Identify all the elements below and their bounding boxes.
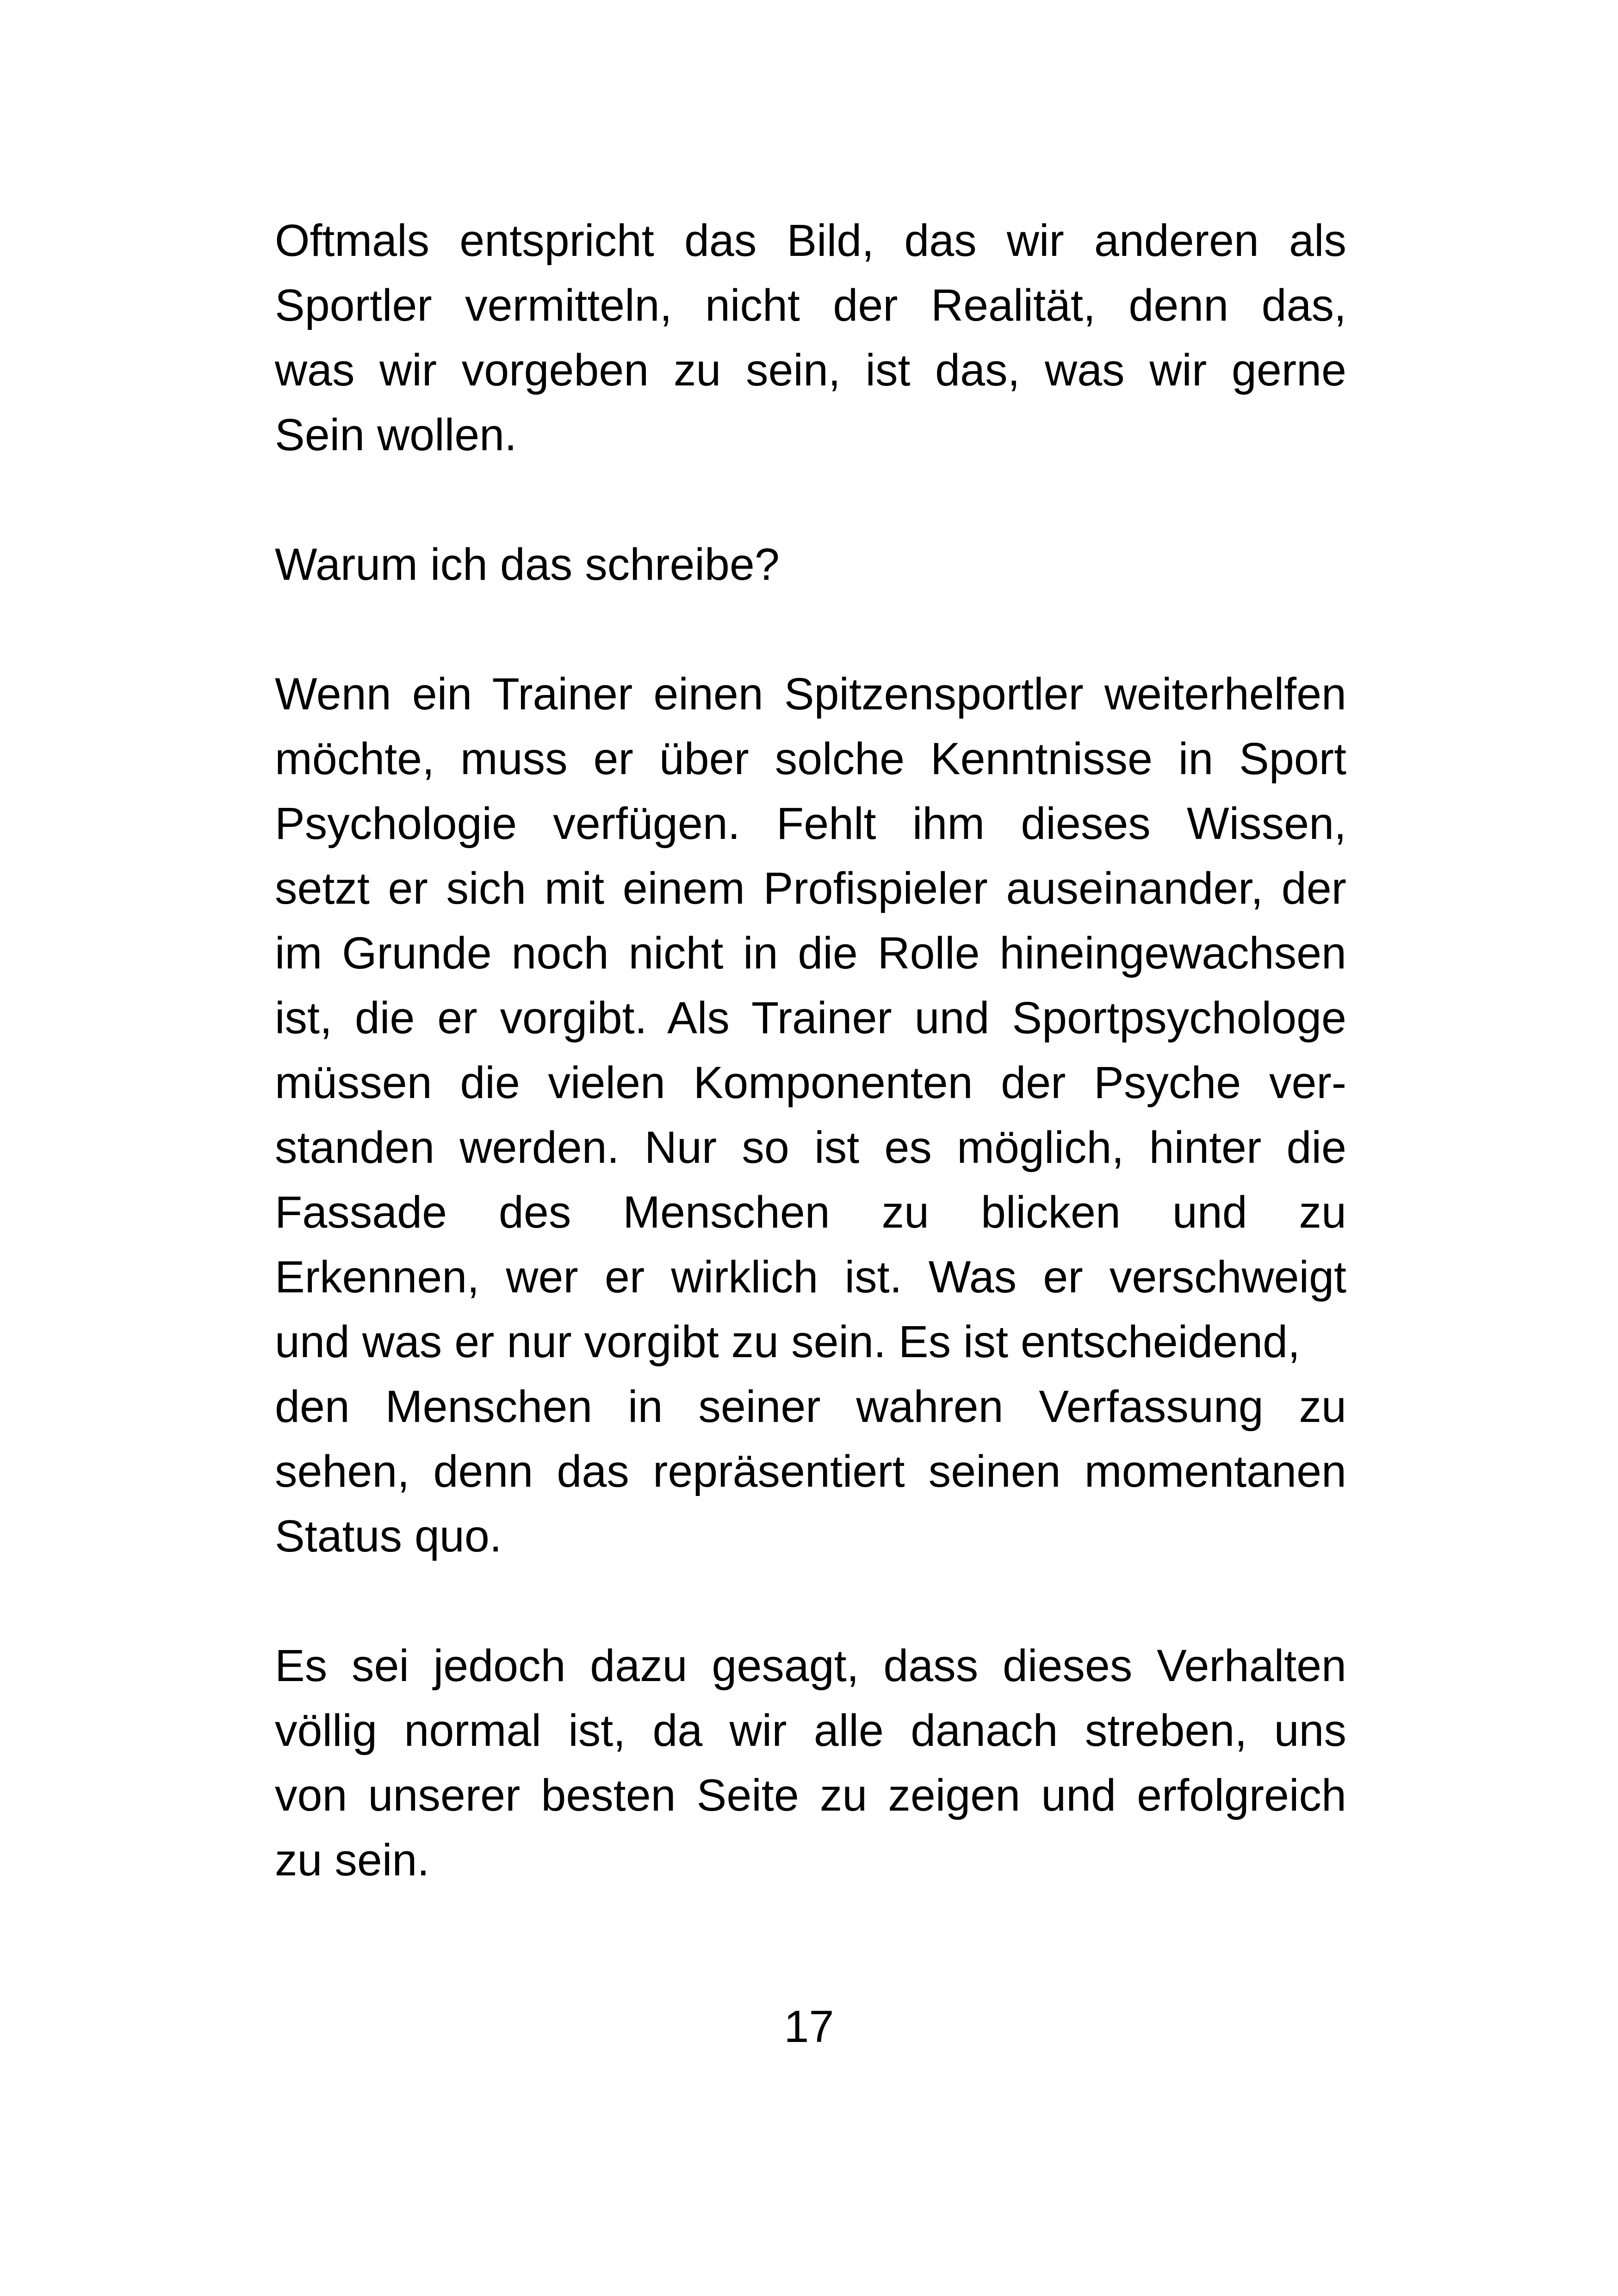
text-line: Fassade des Menschen zu blicken und zu — [275, 1187, 1346, 1237]
text-line: Oftmals entspricht das Bild, das wir anderen als — [275, 215, 1346, 266]
text-line: Warum ich das schreibe? — [275, 539, 780, 590]
text-line: zu sein. — [275, 1835, 430, 1885]
text-line: Es sei jedoch dazu gesagt, dass dieses Verhalten — [275, 1640, 1346, 1691]
text-line: müssen die vielen Komponenten der Psyche ver- — [275, 1057, 1346, 1108]
text-line: ist, die er vorgibt. Als Trainer und Sportpsychologe — [275, 993, 1346, 1043]
text-line: den Menschen in seiner wahren Verfassung zu — [275, 1381, 1346, 1432]
text-line: standen werden. Nur so ist es möglich, hinter die — [275, 1122, 1346, 1173]
page-number: 17 — [784, 2001, 834, 2052]
text-line: Erkennen, wer er wirklich ist. Was er verschweigt — [275, 1252, 1346, 1302]
text-line: von unserer besten Seite zu zeigen und erfolgreich — [275, 1770, 1346, 1820]
paragraph — [275, 662, 1346, 1569]
text-line: möchte, muss er über solche Kenntnisse in Sport — [275, 733, 1346, 784]
text-line: völlig normal ist, da wir alle danach streben, uns — [275, 1705, 1346, 1756]
paragraph — [275, 1633, 1346, 1893]
paragraph-gap — [275, 1569, 1346, 1633]
text-line: Wenn ein Trainer einen Spitzensportler weiterhelfen — [275, 669, 1346, 719]
text-line: Status quo. — [275, 1511, 502, 1561]
text-line: Psychologie verfügen. Fehlt ihm dieses Wissen, — [275, 798, 1346, 849]
paragraph — [275, 532, 1346, 597]
text-line: sehen, denn das repräsentiert seinen momentanen — [275, 1446, 1346, 1496]
paragraph-gap — [275, 597, 1346, 662]
page-body — [275, 208, 1346, 1893]
text-line: was wir vorgeben zu sein, ist das, was wir gerne — [275, 345, 1346, 395]
text-line: Sportler vermitteln, nicht der Realität, denn das, — [275, 280, 1346, 330]
text-line: im Grunde noch nicht in die Rolle hineingewachsen — [275, 928, 1346, 978]
paragraph — [275, 208, 1346, 467]
text-line: und was er nur vorgibt zu sein. Es ist entscheidend, — [275, 1316, 1301, 1367]
text-line: Sein wollen. — [275, 410, 517, 460]
text-line: setzt er sich mit einem Profispieler auseinander, der — [275, 863, 1346, 913]
paragraph-gap — [275, 467, 1346, 532]
